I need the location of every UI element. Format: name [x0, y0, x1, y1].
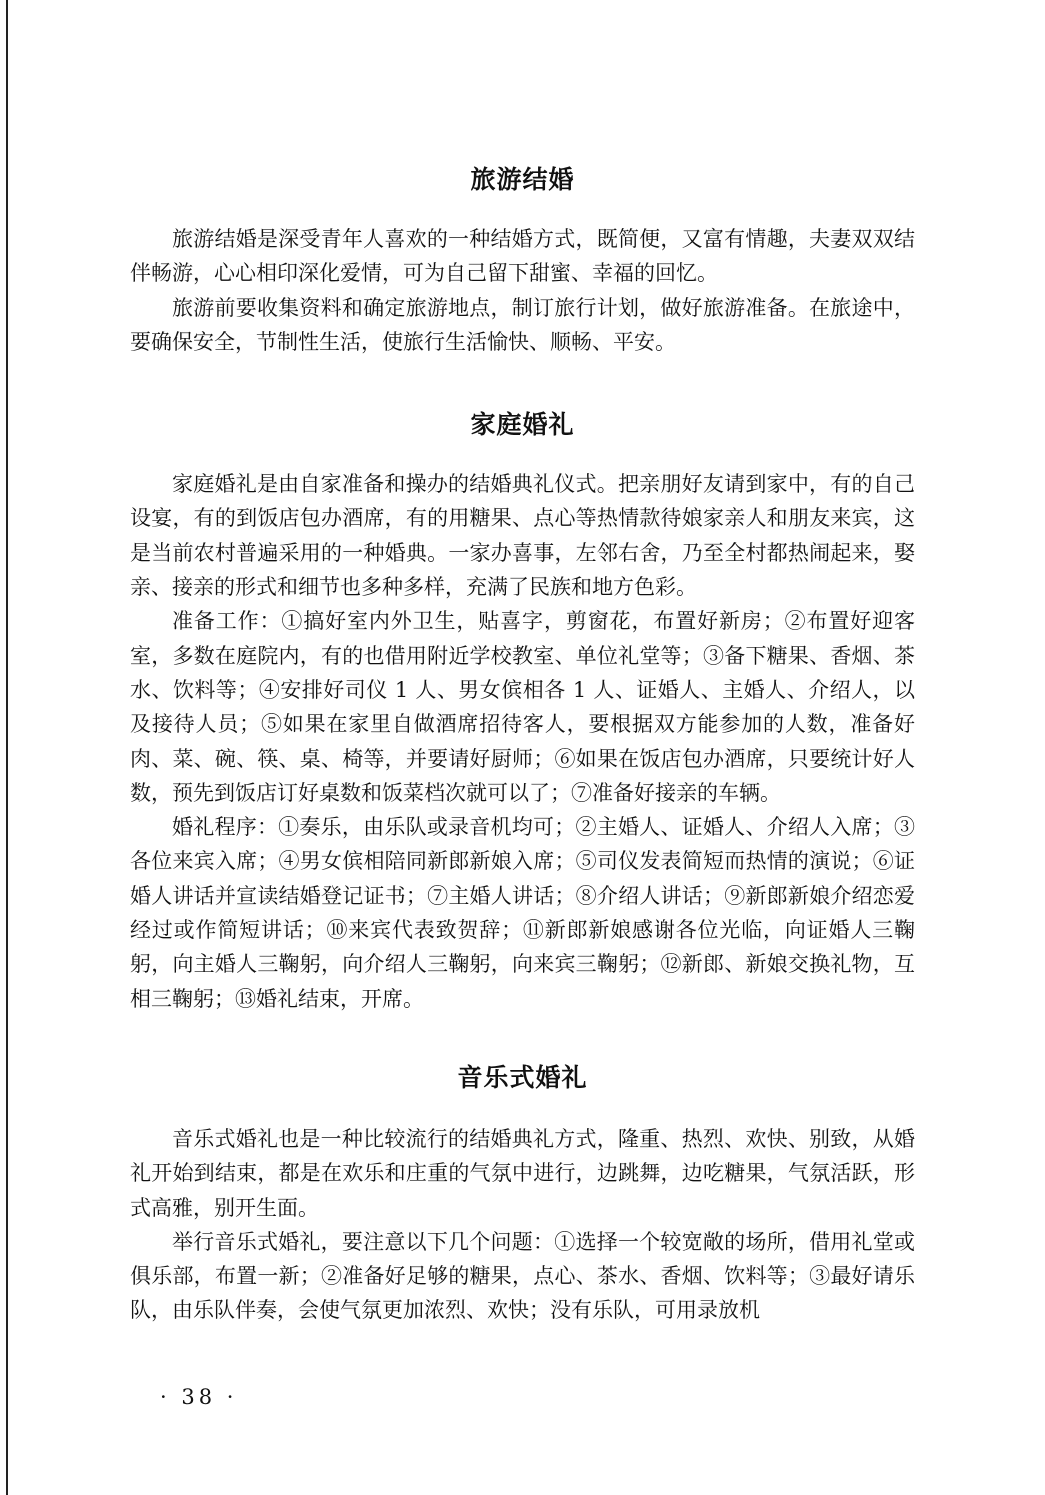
paragraph-family-3: 婚礼程序：①奏乐，由乐队或录音机均可；②主婚人、证婚人、介绍人入席；③各位来宾入席；④男女傧相陪同新郎新娘入席；⑤司仪发表简短而热情的演说；⑥证婚人讲话并宣读结婚登记证书；⑦主婚人讲话；⑧介绍人讲话；⑨新郎新娘介绍恋爱经过或作简短讲话；⑩来宾代表致贺辞；⑪新郎新娘感谢各位光临，向证婚人三鞠躬，向主婚人三鞠躬，向介绍人三鞠躬，向来宾三鞠躬；⑫新郎、新娘交换礼物，互相三鞠躬；⑬婚礼结束，开席。 — [130, 815, 915, 1011]
section-title-family-wedding: 家庭婚礼 — [470, 410, 575, 440]
page-edge-line — [6, 0, 8, 1495]
page-content — [130, 158, 915, 1328]
paragraph-music-2: 举行音乐式婚礼，要注意以下几个问题：①选择一个较宽敞的场所，借用礼堂或俱乐部，布置一新；②准备好足够的糖果，点心、茶水、香烟、饮料等；③最好请乐队，由乐队伴奏，会使气氛更加浓烈、欢快；没有乐队，可用录放机 — [130, 1229, 915, 1323]
paragraph-travel-2: 旅游前要收集资料和确定旅游地点，制订旅行计划，做好旅游准备。在旅途中，要确保安全，节制性生活，使旅行生活愉快、顺畅、平安。 — [130, 295, 915, 354]
paragraph-travel-1: 旅游结婚是深受青年人喜欢的一种结婚方式，既简便，又富有情趣，夫妻双双结伴畅游，心心相印深化爱情，可为自己留下甜蜜、幸福的回忆。 — [130, 227, 915, 286]
paragraph-family-2: 准备工作：①搞好室内外卫生，贴喜字，剪窗花，布置好新房；②布置好迎客室，多数在庭院内，有的也借用附近学校教室、单位礼堂等；③备下糖果、香烟、茶水、饮料等；④安排好司仪 1 人、男女傧相各 1 人、证婚人、主婚人、介绍人，以及接待人员；⑤如果在家里自做酒席招待客人，要根据双方能参加的人数，准备好肉、菜、碗、筷、桌、椅等，并要请好厨师；⑥如果在饭店包办酒席，只要统计好人数，预先到饭店订好桌数和饭菜档次就可以了；⑦准备好接亲的车辆。 — [130, 609, 915, 805]
section-title-music-wedding: 音乐式婚礼 — [457, 1062, 588, 1092]
page-number: · 38 · — [160, 1385, 238, 1409]
section-title-travel-wedding: 旅游结婚 — [470, 165, 575, 194]
paragraph-family-1: 家庭婚礼是由自家准备和操办的结婚典礼仪式。把亲朋好友请到家中，有的自己设宴，有的到饭店包办酒席，有的用糖果、点心等热情款待娘家亲人和朋友来宾，这是当前农村普遍采用的一种婚典。一家办喜事，左邻右舍，乃至全村都热闹起来，娶亲、接亲的形式和细节也多种多样，充满了民族和地方色彩。 — [130, 472, 915, 600]
paragraph-music-1: 音乐式婚礼也是一种比较流行的结婚典礼方式，隆重、热烈、欢快、别致，从婚礼开始到结束，都是在欢乐和庄重的气氛中进行，边跳舞，边吃糖果，气氛活跃，形式高雅，别开生面。 — [130, 1126, 915, 1220]
